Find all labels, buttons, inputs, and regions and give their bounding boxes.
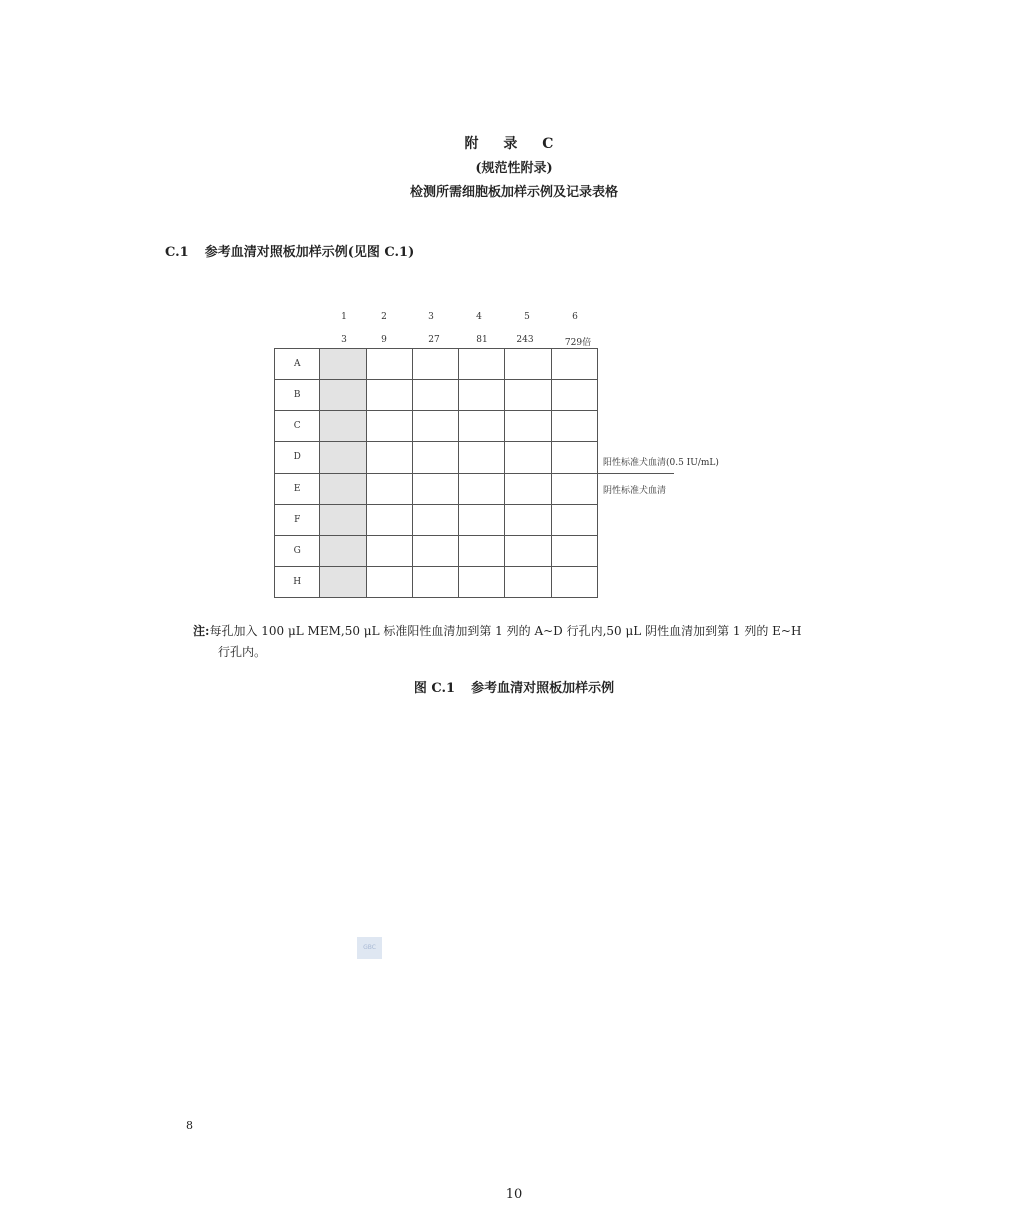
well: [366, 473, 412, 504]
well: [366, 566, 412, 597]
well: [412, 535, 458, 566]
figure-caption: [0, 677, 1028, 696]
well: [551, 442, 597, 473]
column-number: 1: [341, 312, 347, 322]
well: [551, 380, 597, 411]
well: [366, 535, 412, 566]
well: [459, 504, 505, 535]
well: [459, 380, 505, 411]
note-line-2: 行孔内。: [218, 645, 267, 659]
well: [551, 504, 597, 535]
dilution-label: 81: [476, 335, 488, 345]
well: [505, 566, 551, 597]
watermark-logo: GBC: [357, 937, 382, 959]
well-shaded: [320, 411, 366, 442]
dilution-label: 27: [428, 335, 440, 345]
well: [412, 473, 458, 504]
well-shaded: [320, 566, 366, 597]
well: [551, 473, 597, 504]
well: [366, 349, 412, 380]
well: [366, 411, 412, 442]
plate-row: [275, 411, 598, 442]
well: [412, 566, 458, 597]
caption-title: 参考血清对照板加样示例: [471, 681, 615, 696]
well: [505, 504, 551, 535]
row-label: A: [275, 349, 320, 380]
well: [551, 411, 597, 442]
column-number: 3: [428, 312, 434, 322]
row-label: H: [275, 566, 320, 597]
figure-note: [193, 621, 873, 663]
section-title: 参考血清对照板加样示例(见图 C.1): [204, 245, 415, 260]
plate-grid: [274, 348, 598, 598]
appendix-type: (规范性附录): [475, 161, 553, 176]
well: [459, 349, 505, 380]
note-line-1: 每孔加入 100 μL MEM,50 μL 标准阳性血清加到第 1 列的 A~D 行孔内,50 μL 阴性血清加到第 1 列的 E~H: [209, 624, 802, 638]
well: [366, 380, 412, 411]
well-shaded: [320, 504, 366, 535]
page-number: 10: [505, 1187, 523, 1202]
negative-serum-label: 阴性标准犬血清: [603, 486, 667, 496]
well-shaded: [320, 535, 366, 566]
dilution-label: 3: [341, 335, 347, 345]
positive-serum-label: 阳性标准犬血清(0.5 IU/mL): [603, 458, 719, 468]
well: [459, 473, 505, 504]
row-label: D: [275, 442, 320, 473]
well: [551, 535, 597, 566]
well: [366, 504, 412, 535]
row-label: G: [275, 535, 320, 566]
plate-row: [275, 442, 598, 473]
plate-row: [275, 504, 598, 535]
cell-plate-diagram: [274, 348, 598, 598]
well: [459, 411, 505, 442]
well: [505, 442, 551, 473]
plate-row: [275, 473, 598, 504]
column-number: 2: [381, 312, 387, 322]
row-label: B: [275, 380, 320, 411]
well: [412, 504, 458, 535]
plate-row: [275, 349, 598, 380]
plate-row: [275, 380, 598, 411]
well: [412, 442, 458, 473]
serum-divider-line: [598, 473, 674, 474]
well: [412, 411, 458, 442]
plate-row: [275, 566, 598, 597]
caption-number: 图 C.1: [413, 681, 456, 696]
well-shaded: [320, 349, 366, 380]
well: [366, 442, 412, 473]
plate-row: [275, 535, 598, 566]
well: [505, 349, 551, 380]
note-label: 注:: [193, 624, 210, 638]
well: [505, 535, 551, 566]
well: [459, 535, 505, 566]
side-number: 8: [186, 1119, 193, 1132]
row-label: E: [275, 473, 320, 504]
well: [551, 566, 597, 597]
column-number: 5: [524, 312, 530, 322]
well: [459, 566, 505, 597]
well-shaded: [320, 473, 366, 504]
section-heading: [165, 241, 414, 260]
well: [505, 411, 551, 442]
section-number: C.1: [165, 245, 189, 260]
column-number: 6: [572, 312, 578, 322]
well: [505, 380, 551, 411]
dilution-label: 9: [381, 335, 387, 345]
well-shaded: [320, 442, 366, 473]
well: [459, 442, 505, 473]
row-label: F: [275, 504, 320, 535]
well: [551, 349, 597, 380]
well-shaded: [320, 380, 366, 411]
row-label: C: [275, 411, 320, 442]
column-number: 4: [476, 312, 482, 322]
appendix-subject: 检测所需细胞板加样示例及记录表格: [409, 185, 618, 200]
dilution-label: 243: [516, 335, 534, 345]
well: [412, 380, 458, 411]
well: [505, 473, 551, 504]
appendix-title: 附 录 C: [464, 136, 564, 152]
dilution-label: 729倍: [564, 338, 592, 348]
well: [412, 349, 458, 380]
